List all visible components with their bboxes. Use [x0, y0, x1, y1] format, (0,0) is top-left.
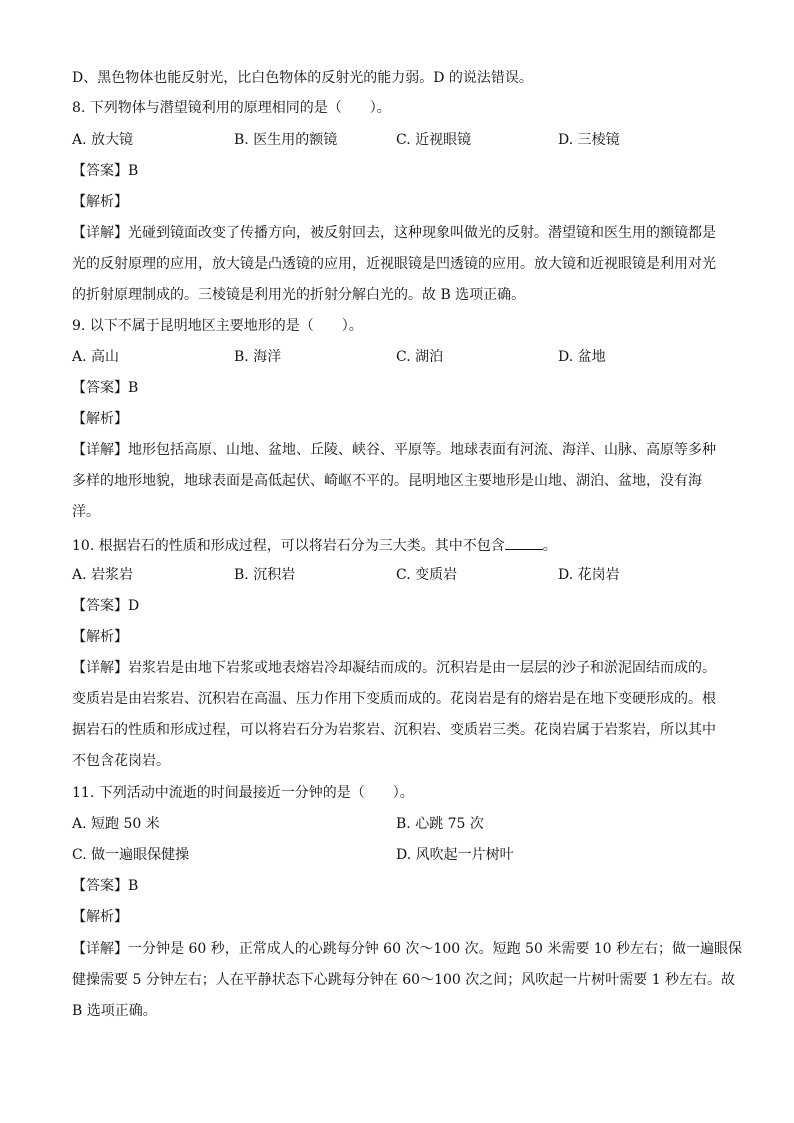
q8-option-c: C. 近视眼镜: [396, 132, 472, 148]
question-10: [72, 536, 722, 554]
q11-option-d: D. 风吹起一片树叶: [396, 847, 514, 863]
q9-detail-line-2: 多样的地形地貌，地球表面是高低起伏、崎岖不平的。昆明地区主要地形是山地、湖泊、盆地，没有海: [72, 473, 702, 489]
question-10-end: 。: [542, 538, 557, 554]
q9-option-a: A. 高山: [72, 349, 120, 365]
q10-option-a: A. 岩浆岩: [72, 567, 134, 583]
q9-analysis-label: 【解析】: [72, 411, 128, 427]
q10-detail-line-1: 【详解】岩浆岩是由地下岩浆或地表熔岩冷却凝结而成的。沉积岩是由一层层的沙子和淤泥固结而成的。: [72, 660, 716, 676]
intro-text: D、黑色物体也能反射光，比白色物体的反射光的能力弱。D 的说法错误。: [72, 70, 533, 86]
q9-option-c: C. 湖泊: [396, 349, 444, 365]
q8-option-a: A. 放大镜: [72, 132, 134, 148]
q9-option-d: D. 盆地: [558, 349, 606, 365]
q10-detail-line-4: 不包含花岗岩。: [72, 753, 170, 769]
q11-detail-line-3: B 选项正确。: [72, 1003, 157, 1019]
q11-option-c: C. 做一遍眼保健操: [72, 847, 190, 863]
q11-detail-line-2: 健操需要 5 分钟左右；人在平静状态下心跳每分钟在 60～100 次之间；风吹起一片树叶需要 1 秒左右。故: [72, 972, 736, 988]
question-10-text: 10. 根据岩石的性质和形成过程，可以将岩石分为三大类。其中不包含: [72, 538, 505, 554]
q8-option-d: D. 三棱镜: [558, 132, 620, 148]
q8-detail-line-3: 的折射原理制成的。三棱镜是利用光的折射分解白光的。故 B 选项正确。: [72, 287, 526, 303]
q10-answer: 【答案】D: [72, 598, 140, 614]
q10-detail-line-3: 据岩石的性质和形成过程，可以将岩石分为岩浆岩、沉积岩、变质岩三类。花岗岩属于岩浆岩，所以其中: [72, 722, 716, 738]
q9-option-b: B. 海洋: [234, 349, 282, 365]
q11-option-a: A. 短跑 50 米: [72, 816, 160, 832]
q8-detail-line-2: 光的反射原理的应用，放大镜是凸透镜的应用，近视眼镜是凹透镜的应用。放大镜和近视眼镜是利用对光: [72, 256, 716, 272]
answer-blank: [505, 536, 543, 550]
question-8: 8. 下列物体与潜望镜利用的原理相同的是（ ）。: [72, 100, 391, 116]
q10-option-b: B. 沉积岩: [234, 567, 296, 583]
q11-answer: 【答案】B: [72, 878, 139, 894]
q8-analysis-label: 【解析】: [72, 194, 128, 210]
q10-option-c: C. 变质岩: [396, 567, 458, 583]
q8-detail-line-1: 【详解】光碰到镜面改变了传播方向，被反射回去，这种现象叫做光的反射。潜望镜和医生用的额镜都是: [72, 225, 716, 241]
question-9: 9. 以下不属于昆明地区主要地形的是（ ）。: [72, 318, 363, 334]
q10-detail-line-2: 变质岩是由岩浆岩、沉积岩在高温、压力作用下变质而成的。花岗岩是有的熔岩是在地下变硬形成的。根: [72, 691, 716, 707]
q10-option-d: D. 花岗岩: [558, 567, 620, 583]
q8-option-b: B. 医生用的额镜: [234, 132, 338, 148]
q11-analysis-label: 【解析】: [72, 909, 128, 925]
question-11: 11. 下列活动中流逝的时间最接近一分钟的是（ ）。: [72, 785, 414, 801]
q9-answer: 【答案】B: [72, 380, 139, 396]
q11-option-b: B. 心跳 75 次: [396, 816, 484, 832]
q10-analysis-label: 【解析】: [72, 629, 128, 645]
q9-detail-line-3: 洋。: [72, 504, 100, 520]
q8-answer: 【答案】B: [72, 163, 139, 179]
q11-detail-line-1: 【详解】一分钟是 60 秒，正常成人的心跳每分钟 60 次～100 次。短跑 50 米需要 10 秒左右；做一遍眼保: [72, 941, 743, 957]
q9-detail-line-1: 【详解】地形包括高原、山地、盆地、丘陵、峡谷、平原等。地球表面有河流、海洋、山脉、高原等多种: [72, 442, 716, 458]
